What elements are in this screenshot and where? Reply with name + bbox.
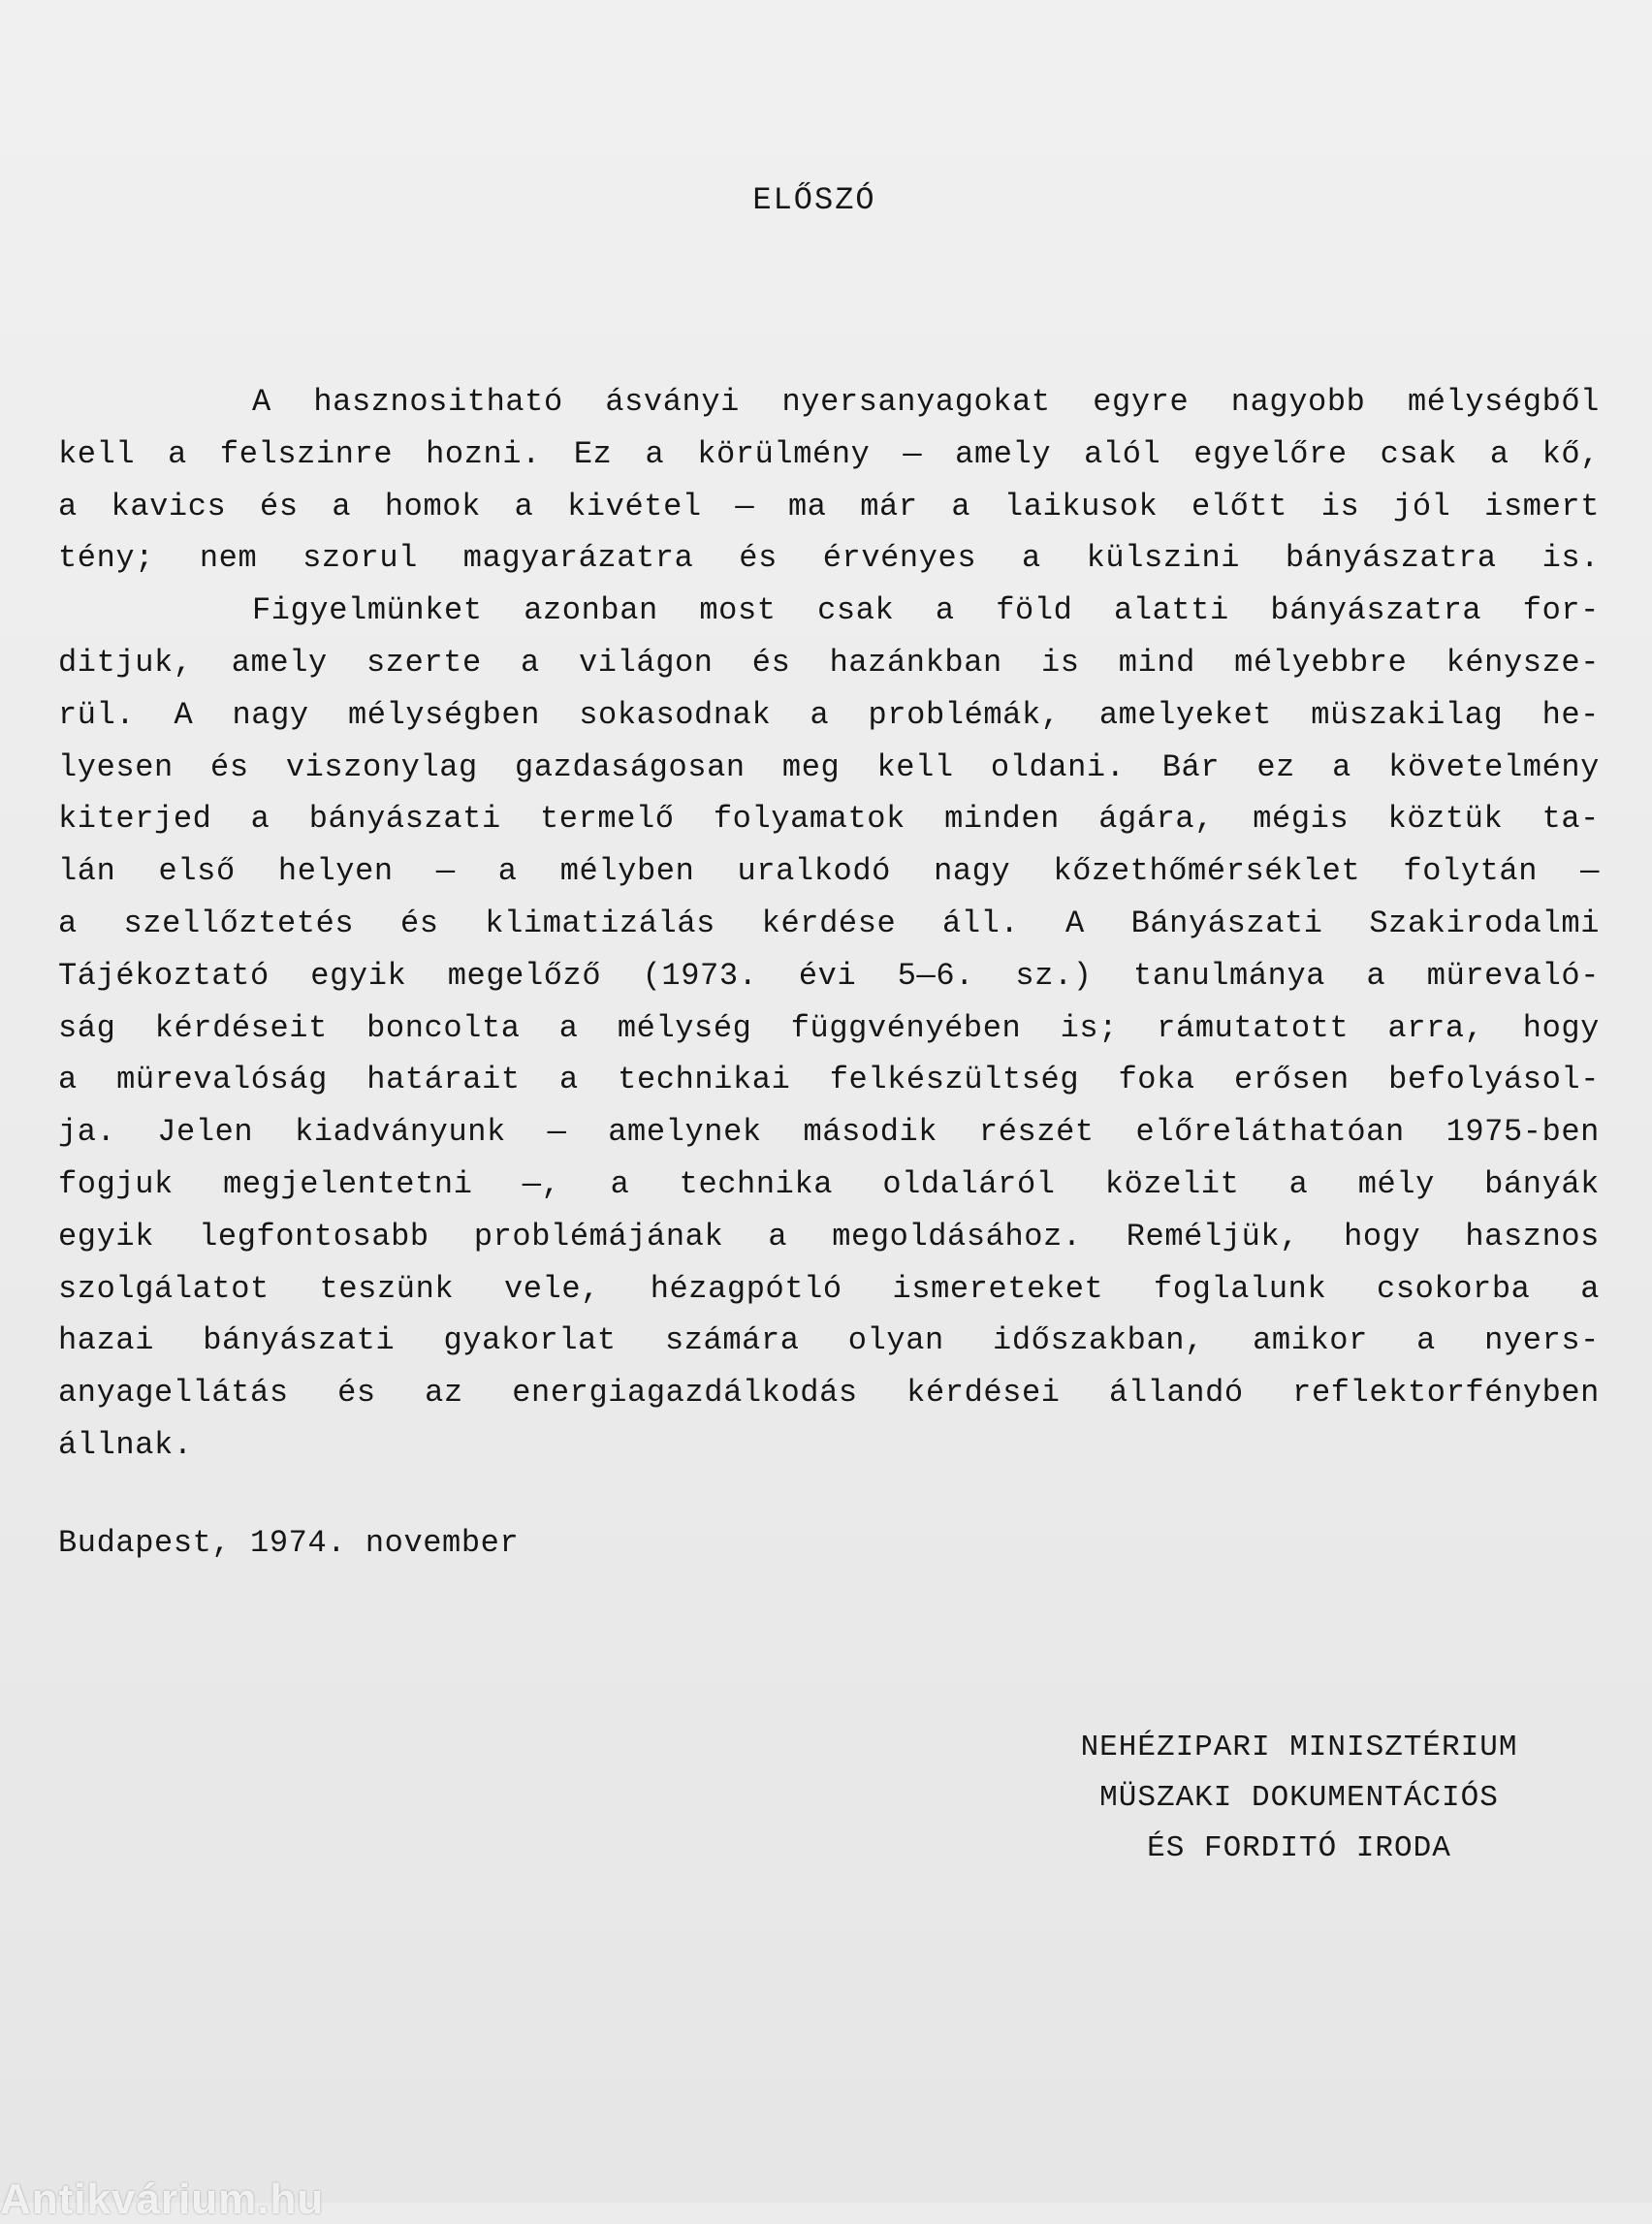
signature-line: MÜSZAKI DOKUMENTÁCIÓS	[1099, 1781, 1499, 1815]
text-line: fogjuk megjelentetni —, a technika oldaláról közelit a mély bányák	[58, 1165, 1600, 1202]
text-line: A hasznositható ásványi nyersanyagokat egyre nagyobb mélységből	[252, 384, 1600, 420]
text-line: a szellőztetés és klimatizálás kérdése áll. A Bányászati Szakirodalmi	[58, 905, 1600, 941]
text-line: anyagellátás és az energiagazdálkodás kérdései állandó reflektorfényben	[58, 1375, 1600, 1412]
text-line: egyik legfontosabb problémájának a megoldásához. Reméljük, hogy hasznos	[58, 1218, 1600, 1255]
text-line: ja. Jelen kiadványunk — amelynek második részét előreláthatóan 1975-ben	[58, 1114, 1600, 1151]
text-line: lán első helyen — a mélyben uralkodó nagy kőzethőmérséklet folytán —	[58, 853, 1600, 890]
text-line: ság kérdéseit boncolta a mélység függvényében is; rámutatott arra, hogy	[58, 1009, 1600, 1046]
document-title: ELŐSZÓ	[752, 182, 876, 218]
signature-block	[999, 1723, 1600, 1874]
text-line: ditjuk, amely szerte a világon és hazánkban is mind mélyebbre kénysze-	[58, 644, 1600, 681]
signature-line: ÉS FORDITÓ IRODA	[1147, 1831, 1451, 1865]
place-and-date: Budapest, 1974. november	[58, 1525, 520, 1561]
text-line: szolgálatot teszünk vele, hézagpótló ismereteket foglalunk csokorba a	[58, 1270, 1600, 1307]
text-line: kiterjed a bányászati termelő folyamatok minden ágára, mégis köztük ta-	[58, 801, 1600, 838]
text-line: rül. A nagy mélységben sokasodnak a problémák, amelyeket müszakilag he-	[58, 696, 1600, 733]
text-line: a mürevalóság határait a technikai felkészültség foka erősen befolyásol-	[58, 1062, 1600, 1098]
text-line: állnak.	[58, 1426, 193, 1463]
foreword-body	[58, 376, 1600, 1472]
text-line: Figyelmünket azonban most csak a föld alatti bányászatra for-	[252, 592, 1600, 629]
text-line: lyesen és viszonylag gazdaságosan meg kell oldani. Bár ez a követelmény	[58, 748, 1600, 785]
text-line: a kavics és a homok a kivétel — ma már a laikusok előtt is jól ismert	[58, 488, 1600, 524]
text-line: Tájékoztató egyik megelőző (1973. évi 5—6. sz.) tanulmánya a mürevaló-	[58, 957, 1600, 994]
text-line: hazai bányászati gyakorlat számára olyan időszakban, amikor a nyers-	[58, 1322, 1600, 1359]
text-line: tény; nem szorul magyarázatra és érvényes a külszini bányászatra is.	[58, 540, 1600, 577]
signature-line: NEHÉZIPARI MINISZTÉRIUM	[1080, 1731, 1518, 1764]
text-line: kell a felszinre hozni. Ez a körülmény — amely alól egyelőre csak a kő,	[58, 435, 1600, 472]
watermark: Antikvárium.hu	[0, 2176, 325, 2223]
